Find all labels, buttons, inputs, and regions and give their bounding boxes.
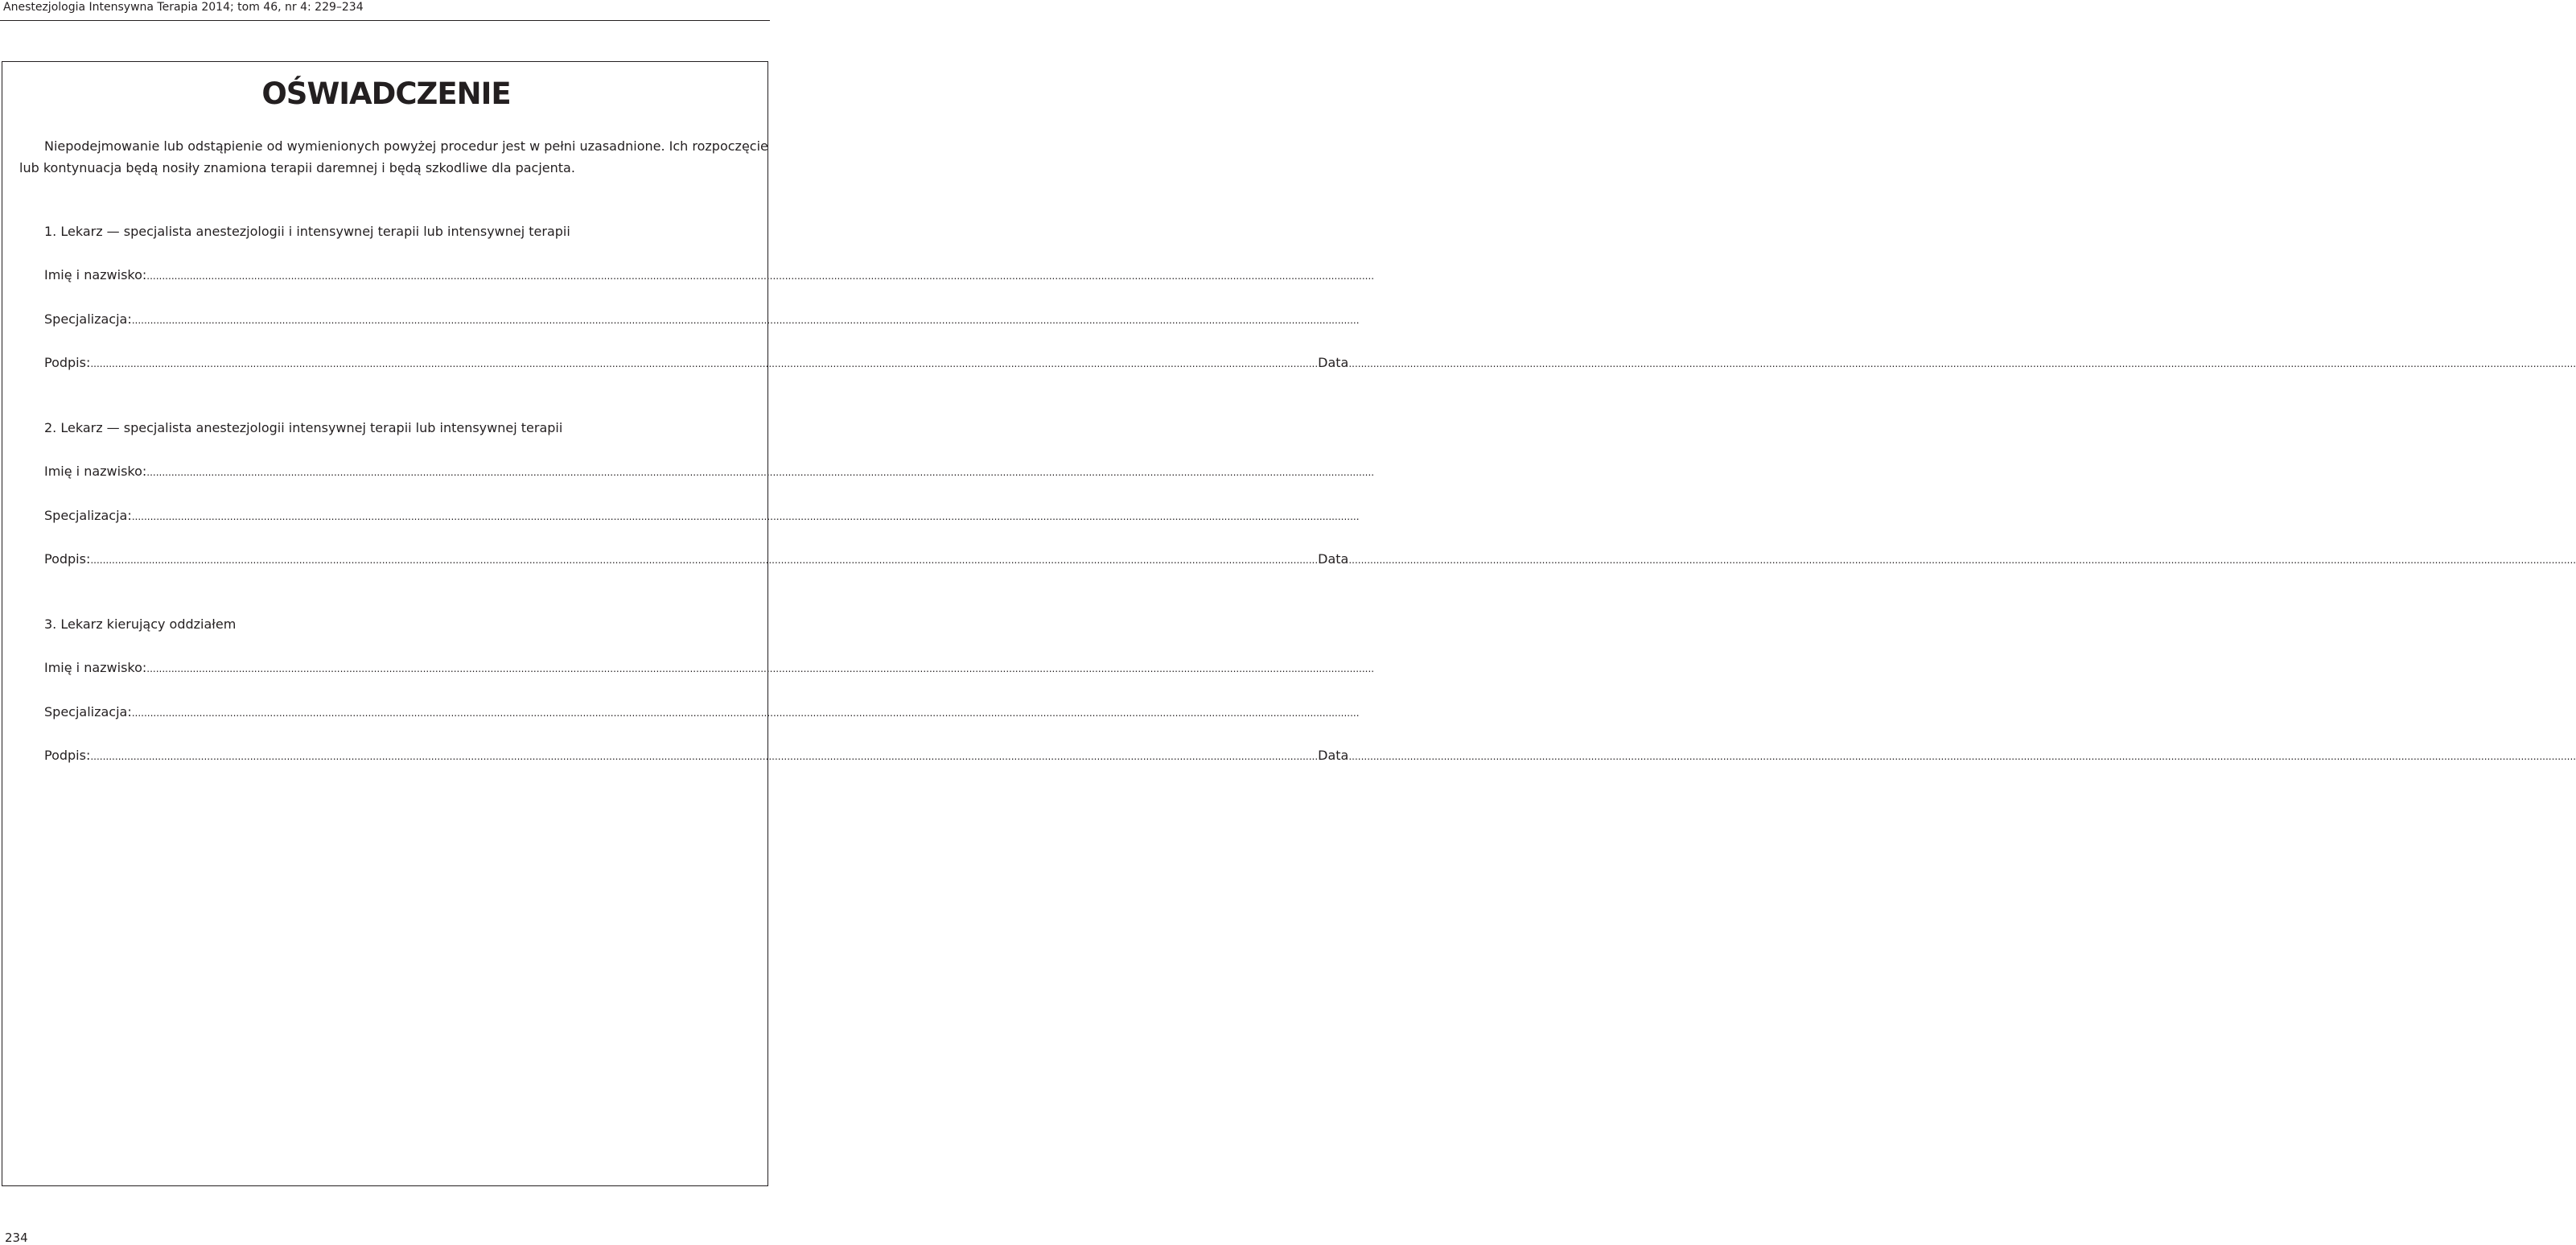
signature-label: Podpis: (44, 551, 91, 567)
section-3-heading: 3. Lekarz kierujący oddziałem (44, 616, 237, 632)
section-2-heading: 2. Lekarz — specjalista anestezjologii intensywnej terapii lub intensywnej terapii (44, 420, 563, 435)
section-2-name-field[interactable] (44, 464, 1375, 480)
name-label: Imię i nazwisko: (44, 464, 147, 479)
name-label: Imię i nazwisko: (44, 660, 147, 675)
specialization-label: Specjalizacja: (44, 311, 132, 327)
date-label: Data (1318, 551, 1349, 567)
intro-line-1: Niepodejmowanie lub odstąpienie od wymienionych powyżej procedur jest w pełni uzasadnione. Ich rozpoczęcie (44, 138, 768, 154)
section-3-name-field[interactable] (44, 660, 1375, 677)
fill-in-dots: ................................................................................................................................................................................................................................................................................................................................................................................................................ (146, 467, 1375, 478)
page-number: 234 (5, 1231, 28, 1245)
fill-in-dots: ................................................................................................................................................................................................................................................................................................................................................................................................................ (131, 707, 1360, 719)
section-2-specialization-field[interactable] (44, 508, 1360, 525)
specialization-label: Specjalizacja: (44, 508, 132, 523)
fill-in-dots: ................................................................................................................................................................................................................................................................................................................................................................................................................ (131, 511, 1360, 522)
section-1-specialization-field[interactable] (44, 311, 1360, 328)
fill-in-dots: ................................................................................................................................................................................................................................................................................................................................................................................................................ (1348, 358, 2576, 369)
header-divider (0, 20, 770, 21)
fill-in-dots: ................................................................................................................................................................................................................................................................................................................................................................................................................ (90, 554, 1319, 566)
fill-in-dots: ................................................................................................................................................................................................................................................................................................................................................................................................................ (131, 315, 1360, 326)
name-label: Imię i nazwisko: (44, 267, 147, 282)
fill-in-dots: ................................................................................................................................................................................................................................................................................................................................................................................................................ (90, 358, 1319, 369)
signature-label: Podpis: (44, 748, 91, 763)
fill-in-dots: ................................................................................................................................................................................................................................................................................................................................................................................................................ (1348, 751, 2576, 762)
fill-in-dots: ................................................................................................................................................................................................................................................................................................................................................................................................................ (146, 663, 1375, 674)
section-1-name-field[interactable] (44, 267, 1375, 284)
intro-paragraph (19, 135, 768, 179)
signature-label: Podpis: (44, 355, 91, 370)
section-3-signature-date-field[interactable] (44, 748, 2576, 765)
form-title: OŚWIADCZENIE (261, 76, 511, 111)
section-2-signature-date-field[interactable] (44, 551, 2576, 568)
date-label: Data (1318, 355, 1349, 370)
fill-in-dots: ................................................................................................................................................................................................................................................................................................................................................................................................................ (90, 751, 1319, 762)
intro-line-2: lub kontynuacja będą nosiły znamiona terapii daremnej i będą szkodliwe dla pacjenta. (19, 160, 575, 175)
section-1-signature-date-field[interactable] (44, 355, 2576, 372)
fill-in-dots: ................................................................................................................................................................................................................................................................................................................................................................................................................ (1348, 554, 2576, 566)
date-label: Data (1318, 748, 1349, 763)
running-header: Anestezjologia Intensywna Terapia 2014; tom 46, nr 4: 229–234 (3, 1, 364, 14)
fill-in-dots: ................................................................................................................................................................................................................................................................................................................................................................................................................ (146, 270, 1375, 282)
section-3-specialization-field[interactable] (44, 704, 1360, 721)
section-1-heading: 1. Lekarz — specjalista anestezjologii i intensywnej terapii lub intensywnej terapii (44, 224, 570, 239)
specialization-label: Specjalizacja: (44, 704, 132, 719)
